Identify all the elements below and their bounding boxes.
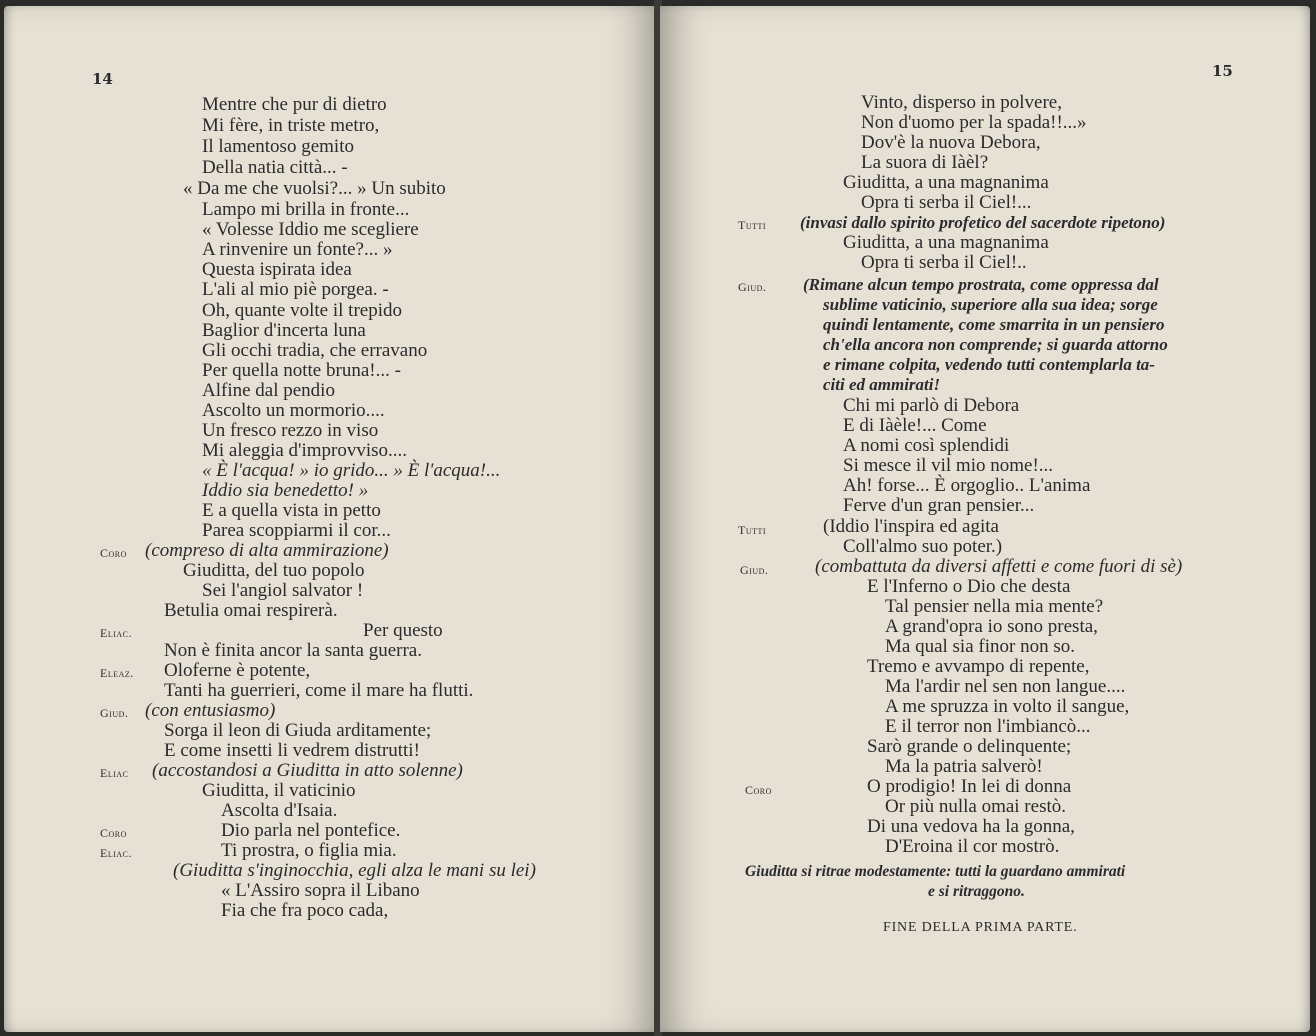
verse-line: Mi aleggia d'improvviso....	[202, 440, 408, 461]
stage-direction: (Rimane alcun tempo prostrata, come oppressa dal	[803, 275, 1159, 294]
verse-line: E l'Inferno o Dio che desta	[867, 576, 1071, 597]
verse-line: D'Eroina il cor mostrò.	[885, 836, 1060, 857]
verse-line: Un fresco rezzo in viso	[202, 420, 379, 441]
stage-direction: (combattuta da diversi affetti e come fuori di sè)	[815, 556, 1183, 577]
verse-line: A rinvenire un fonte?... »	[202, 239, 393, 260]
verse-line: Fia che fra poco cada,	[221, 900, 389, 921]
page-number-right: 15	[1212, 62, 1233, 80]
verse-line: E di Iàèle!... Come	[843, 415, 987, 436]
verse-line: Baglior d'incerta luna	[202, 320, 366, 341]
page-number-left: 14	[92, 70, 113, 88]
verse-line: Si mesce il vil mio nome!...	[843, 455, 1054, 476]
verse-line: « È l'acqua! » io grido... » È l'acqua!...	[202, 460, 501, 481]
stage-direction: quindi lentamente, come smarrita in un pensiero	[823, 315, 1165, 334]
verse-line: Opra ti serba il Ciel!..	[861, 252, 1027, 273]
speaker-label: Giud.	[738, 280, 767, 294]
speaker-label: Giud.	[100, 706, 129, 720]
verse-line: L'ali al mio piè porgea. -	[202, 279, 389, 300]
verse-line: Ascolto un mormorio....	[202, 400, 385, 421]
verse-line: Di una vedova ha la gonna,	[867, 816, 1075, 837]
verse-line: Mi fère, in triste metro,	[202, 115, 380, 136]
verse-line: Per quella notte bruna!... -	[202, 360, 401, 381]
verse-line: Dio parla nel pontefice.	[221, 820, 401, 841]
verse-line: Ti prostra, o figlia mia.	[221, 840, 397, 861]
verse-line: Lampo mi brilla in fronte...	[202, 199, 410, 220]
verse-line: Opra ti serba il Ciel!...	[861, 192, 1032, 213]
speaker-label: Coro	[745, 783, 772, 797]
verse-line: Tremo e avvampo di repente,	[867, 656, 1090, 677]
verse-line: Iddio sia benedetto! »	[202, 480, 369, 501]
speaker-label: Tutti	[738, 218, 767, 232]
speaker-label: Coro	[100, 546, 127, 560]
verse-line: Parea scoppiarmi il cor...	[202, 520, 391, 541]
stage-direction: e rimane colpita, vedendo tutti contemplarla ta-	[823, 355, 1155, 374]
verse-line: Della natia città... -	[202, 157, 348, 178]
verse-line: (Iddio l'inspira ed agita	[823, 516, 999, 537]
speaker-label: Eliac.	[100, 626, 132, 640]
stage-direction: (compreso di alta ammirazione)	[145, 540, 389, 561]
stage-direction: (accostandosi a Giuditta in atto solenne)	[152, 760, 463, 781]
verse-line: Sei l'angiol salvator !	[202, 580, 364, 601]
verse-line: Ascolta d'Isaia.	[221, 800, 338, 821]
verse-line: Ma la patria salverò!	[885, 756, 1043, 777]
verse-line: Betulia omai respirerà.	[164, 600, 338, 621]
stage-direction: (invasi dallo spirito profetico del sacerdote ripetono)	[800, 213, 1166, 232]
stage-direction: ch'ella ancora non comprende; si guarda attorno	[823, 335, 1168, 354]
verse-line: Il lamentoso gemito	[202, 136, 354, 157]
speaker-label: Eliac	[100, 766, 129, 780]
end-of-part-heading: FINE DELLA PRIMA PARTE.	[883, 920, 1078, 935]
verse-line: O prodigio! In lei di donna	[867, 776, 1072, 797]
speaker-label: Tutti	[738, 523, 767, 537]
verse-line: Per questo	[363, 620, 443, 641]
verse-line: « Volesse Iddio me scegliere	[202, 219, 419, 240]
verse-line: Non d'uomo per la spada!!...»	[861, 112, 1087, 133]
verse-line: « Da me che vuolsi?... » Un subito	[183, 178, 446, 199]
verse-line: A nomi così splendidi	[843, 435, 1010, 456]
verse-line: Giuditta, il vaticinio	[202, 780, 356, 801]
verse-line: E a quella vista in petto	[202, 500, 381, 521]
stage-direction: (con entusiasmo)	[145, 700, 276, 721]
verse-line: Sorga il leon di Giuda arditamente;	[164, 720, 432, 741]
verse-line: E il terror non l'imbiancò...	[885, 716, 1091, 737]
verse-line: Ma l'ardir nel sen non langue....	[885, 676, 1126, 697]
speaker-label: Coro	[100, 826, 127, 840]
verse-line: Questa ispirata idea	[202, 259, 352, 280]
verse-line: Coll'almo suo poter.)	[843, 536, 1003, 557]
verse-line: E come insetti li vedrem distrutti!	[164, 740, 420, 761]
verse-line: Non è finita ancor la santa guerra.	[164, 640, 422, 661]
verse-line: Ferve d'un gran pensier...	[843, 495, 1035, 516]
verse-line: Vinto, disperso in polvere,	[861, 92, 1062, 113]
verse-line: A me spruzza in volto il sangue,	[885, 696, 1130, 717]
verse-line: Giuditta, a una magnanima	[843, 232, 1049, 253]
verse-line: Oh, quante volte il trepido	[202, 300, 402, 321]
verse-line: A grand'opra io sono presta,	[885, 616, 1098, 637]
verse-line: Ah! forse... È orgoglio.. L'anima	[843, 475, 1091, 496]
verse-line: Mentre che pur di dietro	[202, 94, 387, 115]
verse-line: Dov'è la nuova Debora,	[861, 132, 1041, 153]
stage-direction: e si ritraggono.	[928, 883, 1025, 900]
verse-line: Tanti ha guerrieri, come il mare ha flutti.	[164, 680, 474, 701]
stage-direction: sublime vaticinio, superiore alla sua idea; sorge	[823, 295, 1158, 314]
verse-line: Tal pensier nella mia mente?	[885, 596, 1104, 617]
stage-direction: (Giuditta s'inginocchia, egli alza le mani su lei)	[173, 860, 536, 881]
verse-line: « L'Assiro sopra il Libano	[221, 880, 420, 901]
verse-line: Ma qual sia finor non so.	[885, 636, 1075, 657]
verse-line: Giuditta, del tuo popolo	[183, 560, 365, 581]
verse-line: La suora di Iàèl?	[861, 152, 989, 173]
verse-line: Sarò grande o delinquente;	[867, 736, 1072, 757]
verse-line: Or più nulla omai restò.	[885, 796, 1066, 817]
verse-line: Alfine dal pendio	[202, 380, 335, 401]
verse-line: Oloferne è potente,	[164, 660, 311, 681]
speaker-label: Eliac.	[100, 846, 132, 860]
verse-line: Giuditta, a una magnanima	[843, 172, 1049, 193]
speaker-label: Eleaz.	[100, 666, 134, 680]
verse-line: Chi mi parlò di Debora	[843, 395, 1020, 416]
verse-line: Gli occhi tradia, che erravano	[202, 340, 428, 361]
stage-direction: Giuditta si ritrae modestamente: tutti la guardano ammirati	[745, 863, 1126, 880]
stage-direction: citi ed ammirati!	[823, 375, 941, 394]
speaker-label: Giud.	[740, 563, 769, 577]
